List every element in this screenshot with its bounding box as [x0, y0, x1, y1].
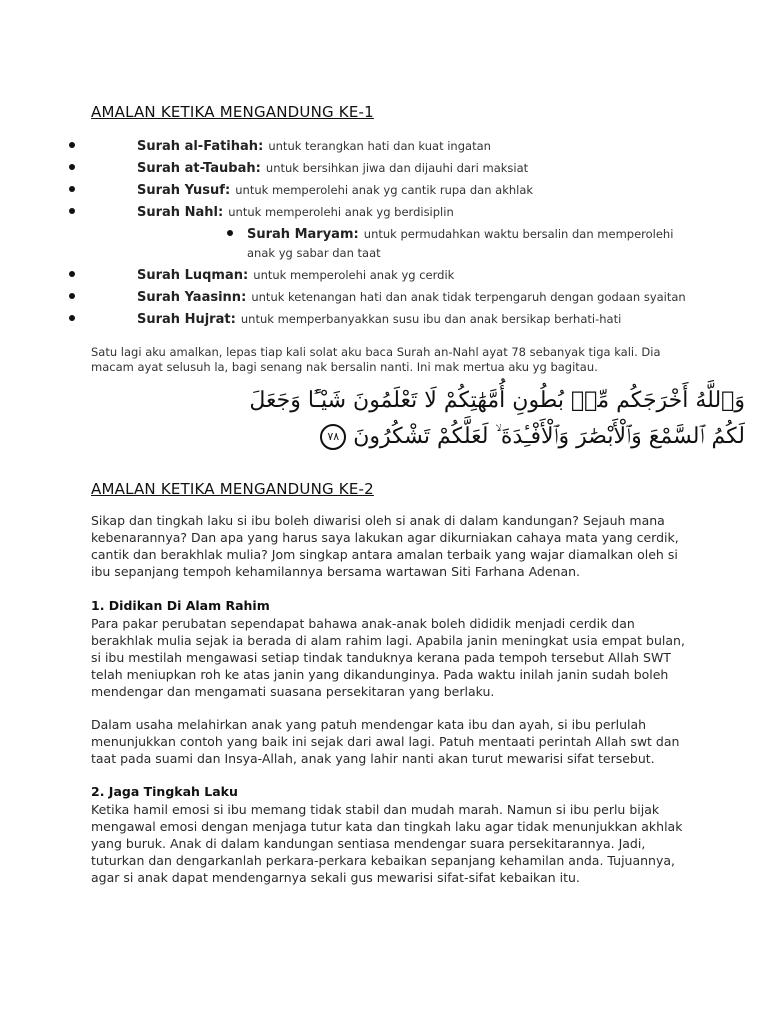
list-item: [0, 134, 768, 156]
surah-description: untuk bersihkan jiwa dan dijauhi dari maksiat: [265, 161, 529, 175]
note-line: Satu lagi aku amalkan, lepas tiap kali solat aku baca Surah an-Nahl ayat 78 sebanyak tiga kali. Dia: [91, 345, 661, 359]
list-item: [0, 285, 768, 307]
paragraph-line: Ketika hamil emosi si ibu memang tidak stabil dan mudah marah. Namun si ibu perlu bijak: [91, 802, 660, 817]
surah-description-continued: anak yg sabar dan taat: [247, 246, 381, 260]
separator: :: [353, 227, 359, 242]
surah-name: Surah Nahl: [137, 205, 218, 220]
separator: :: [258, 139, 264, 154]
paragraph-line: mendengar dan mengamati suasana persekitaran yang berlaku.: [91, 684, 495, 699]
note-paragraph: [91, 345, 691, 375]
paragraph-line: menunjukkan contoh yang baik ini sejak dari awal lagi. Patuh mentaati perintah Allah swt dan: [91, 734, 680, 749]
paragraph-line: taat pada suami dan Insya-Allah, anak yang lahir nanti akan turut mewarisi sifat tersebut.: [91, 751, 655, 766]
paragraph-line: berakhlak mulia sejak ia berada di alam rahim lagi. Apabila janin meningkat usia empat bulan,: [91, 633, 685, 648]
list-item: [0, 178, 768, 200]
separator: :: [224, 183, 231, 198]
surah-description: untuk memperolehi anak yg berdisiplin: [228, 205, 454, 219]
intro-paragraph: [91, 512, 679, 580]
bullet-icon: [69, 315, 75, 321]
separator: :: [243, 268, 249, 283]
subheading-2: 2. Jaga Tingkah Laku: [91, 784, 238, 799]
bullet-icon: [69, 186, 75, 192]
quran-verse-line-2: [316, 424, 745, 450]
paragraph-line: cantik dan berakhlak mulia? Jom singkap antara amalan terbaik yang wajar diamalkan oleh si: [91, 547, 678, 562]
surah-name: Surah at-Taubah: [137, 161, 256, 176]
separator: :: [255, 161, 261, 176]
bullet-icon: [69, 164, 75, 170]
surah-name: Surah Luqman: [137, 268, 243, 283]
separator: :: [241, 290, 247, 305]
surah-name: Surah Maryam: [247, 227, 354, 242]
surah-description: untuk terangkan hati dan kuat ingatan: [268, 139, 491, 153]
bullet-icon: [227, 230, 233, 236]
bullet-icon: [69, 208, 75, 214]
bullet-icon: [69, 271, 75, 277]
note-line: macam ayat selusuh la, bagi senang nak bersalin nanti. Ini mak mertua aku yg bagitau.: [91, 360, 598, 374]
bullet-icon: [69, 293, 75, 299]
sub1-paragraph: [91, 615, 685, 700]
surah-description: untuk ketenangan hati dan anak tidak terpengaruh dengan godaan syaitan: [251, 290, 686, 304]
paragraph-line: kebenarannya? Dan apa yang harus saya lakukan agar dikurniakan cahaya mata yang cerdik,: [91, 530, 679, 545]
surah-name: Surah Yaasinn: [137, 290, 242, 305]
quran-verse-line-text: لَكُمُ ٱلسَّمْعَ وَٱلْأَبْصَٰرَ وَٱلْأَفْـِٔدَةَ ۙ لَعَلَّكُمْ تَشْكُرُونَ: [353, 424, 745, 449]
nested-list-item: [0, 222, 768, 244]
surah-description: untuk memperbanyakkan susu ibu dan anak bersikap berhati-hati: [240, 312, 622, 326]
quran-verse-line: وَٱللَّهُ أَخْرَجَكُم مِّنۢ بُطُونِ أُمَّهَٰتِكُمْ لَا تَعْلَمُونَ شَيْـًٔا وَجَعَلَ: [249, 388, 745, 413]
section2-heading: AMALAN KETIKA MENGANDUNG KE-2: [91, 480, 374, 498]
paragraph-line: mengawal emosi dengan menjaga tutur kata dan tingkah laku agar tidak menunjukkan akhlak: [91, 819, 683, 834]
surah-description: untuk permudahkan waktu bersalin dan memperolehi: [363, 227, 674, 241]
quran-verse: [210, 388, 745, 462]
paragraph-line: agar si anak dapat mendengarnya sekali gus mewarisi sifat-sifat kebaikan itu.: [91, 870, 580, 885]
paragraph-line: telah meniupkan roh ke atas janin yang dikandunginya. Pada waktu inilah janin sudah boleh: [91, 667, 669, 682]
separator: :: [217, 205, 224, 220]
sub2-paragraph: [91, 801, 682, 886]
paragraph-line: tuturkan dan dengarkanlah perkara-perkara kebaikan sepanjang kehamilan anda. Tujuannya,: [91, 853, 675, 868]
list-item: [0, 156, 768, 178]
list-item: [0, 307, 768, 329]
paragraph-line: yang buruk. Anak di dalam kandungan sentiasa mendengar suara persekitarannya. Jadi,: [91, 836, 646, 851]
paragraph-line: si ibu mestilah mengawasi setiap tindak tanduknya kerana pada tempoh tersebut Allah SWT: [91, 650, 671, 665]
surah-name: Surah Yusuf: [137, 183, 225, 198]
subheading-1: 1. Didikan Di Alam Rahim: [91, 598, 270, 613]
separator: :: [230, 312, 236, 327]
paragraph-line: Sikap dan tingkah laku si ibu boleh diwarisi oleh si anak di dalam kandungan? Sejauh mana: [91, 513, 665, 528]
sub1b-paragraph: [91, 716, 679, 767]
surah-description: untuk memperolehi anak yg cerdik: [253, 268, 455, 282]
verse-number-marker: ٧٨: [320, 424, 346, 450]
paragraph-line: Dalam usaha melahirkan anak yang patuh mendengar kata ibu dan ayah, si ibu perlulah: [91, 717, 647, 732]
paragraph-line: ibu sepanjang tempoh kehamilannya bersama wartawan Siti Farhana Adenan.: [91, 564, 581, 579]
list-item: [0, 200, 768, 222]
list-item: [0, 263, 768, 285]
paragraph-line: Para pakar perubatan sependapat bahawa anak-anak boleh dididik menjadi cerdik dan: [91, 616, 635, 631]
surah-name: Surah Hujrat: [137, 312, 231, 327]
section1-heading: AMALAN KETIKA MENGANDUNG KE-1: [91, 103, 374, 121]
surah-description: untuk memperolehi anak yg cantik rupa dan akhlak: [235, 183, 534, 197]
bullet-icon: [69, 142, 75, 148]
surah-name: Surah al-Fatihah: [137, 139, 259, 154]
